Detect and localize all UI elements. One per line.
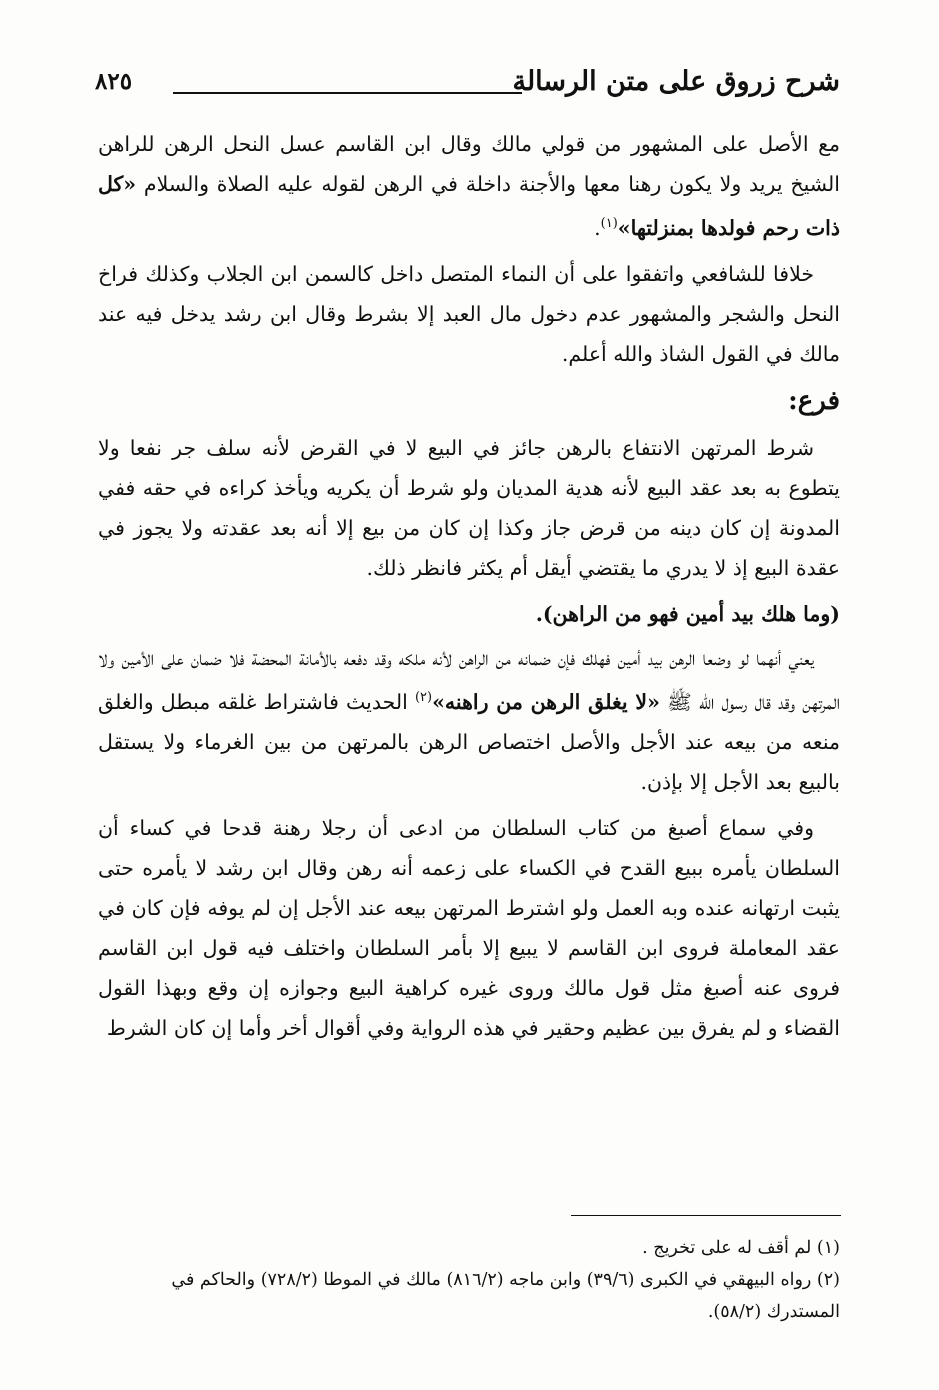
hadith-quote-1: «كل ذات رحم فولدها بمنزلتها» <box>98 172 840 240</box>
paragraph-1-text: مع الأصل على المشهور من قولي مالك وقال ابن القاسم عسل النحل الرهن للراهن الشيخ يريد ولا يكون رهنا معها والأجنة داخلة في الرهن لقوله عليه الصلاة والسلام <box>98 132 840 196</box>
footnote-ref-2: (٢) <box>414 689 433 705</box>
main-text <box>98 124 840 1054</box>
footnotes <box>105 1232 840 1328</box>
paragraph-4 <box>98 638 840 802</box>
paragraph-3: شرط المرتهن الانتفاع بالرهن جائز في البيع لا في القرض لأنه سلف جر نفعا ولا يتطوع به بعد عقد البيع لأنه هدية المديان ولو شرط أن يكريه ويأخذ كراءه في حقه ففي المدونة إن كان دينه من قرض جاز وكذا إن كان من بيع إلا أنه بعد عقدته ولا يجوز في عقدة البيع إذ لا يدري ما يقتضي أيقل أم يكثر فانظر ذلك. <box>98 435 840 580</box>
paragraph-4-rest: الحديث فاشتراط غلقه مبطل والغلق منعه من بيعه عند الأجل والأصل اختصاص الرهن بالمرتهن من بين الغرماء ولا يستقل بالبيع بعد الأجل إلا بإذن. <box>98 689 840 794</box>
page-number: ٨٢٥ <box>95 68 133 95</box>
footnote-separator <box>571 1215 841 1216</box>
paragraph-1 <box>98 124 840 248</box>
footnote-2: (٢) رواه البيهقي في الكبرى (٣٩/٦) وابن ماجه (٨١٦/٢) مالك في الموطا (٧٢٨/٢) والحاكم في المستدرك (٥٨/٢). <box>171 1270 840 1322</box>
paragraph-5: وفي سماع أصبغ من كتاب السلطان من ادعى أن رجلا رهنة قدحا في كساء أن السلطان يأمره ببيع القدح في الكساء على زعمه أنه رهن وقال ابن رشد لا يأمره حتى يثبت ارتهانه عنده وبه العمل ولو اشترط المرتهن بيعه عند الأجل إن لم يوفه فإن كان في عقد المعاملة فروى ابن القاسم لا يبيع إلا بأمر السلطان واختلف فيه قول ابن القاسم فروى عنه أصبغ مثل قول مالك وروى غيره كراهية البيع وجوازه إن وقع وبهذا القول القضاء و لم يفرق بين عظيم وحقير في هذه الرواية وفي أقوال أخر وأما إن كان الشرط <box>98 815 840 1040</box>
footnote-ref-1: (١) <box>600 216 618 231</box>
running-title: شرح زروق على متن الرسالة <box>512 66 840 97</box>
section-heading: فرع: <box>788 385 840 416</box>
footnote-1: (١) لم أقف له على تخريج . <box>642 1238 840 1258</box>
header-rule <box>173 92 522 94</box>
paragraph-4-text: يعني أنهما لو وضعا الرهن بيد أمين فهلك فإن ضمانه من الراهن لأنه ملكه وقد دفعه بالأمانة المحضة فلا ضمان على الأمين ولا المرتهن وقد قال رسول الله ﷺ <box>98 645 840 714</box>
hadith-quote-2: «لا يغلق الرهن من راهنه» <box>432 689 660 714</box>
paragraph-2: خلافا للشافعي واتفقوا على أن النماء المتصل داخل كالسمن ابن الجلاب وكذلك فراخ النحل والشجر والمشهور عدم دخول مال العبد إلا بشرط وقال ابن رشد يدخل فيه عند مالك في القول الشاذ والله أعلم. <box>98 261 840 366</box>
page-header <box>95 62 840 110</box>
matn-quote: (وما هلك بيد أمين فهو من الراهن). <box>535 601 840 626</box>
paragraph-1-end: . <box>594 215 601 240</box>
